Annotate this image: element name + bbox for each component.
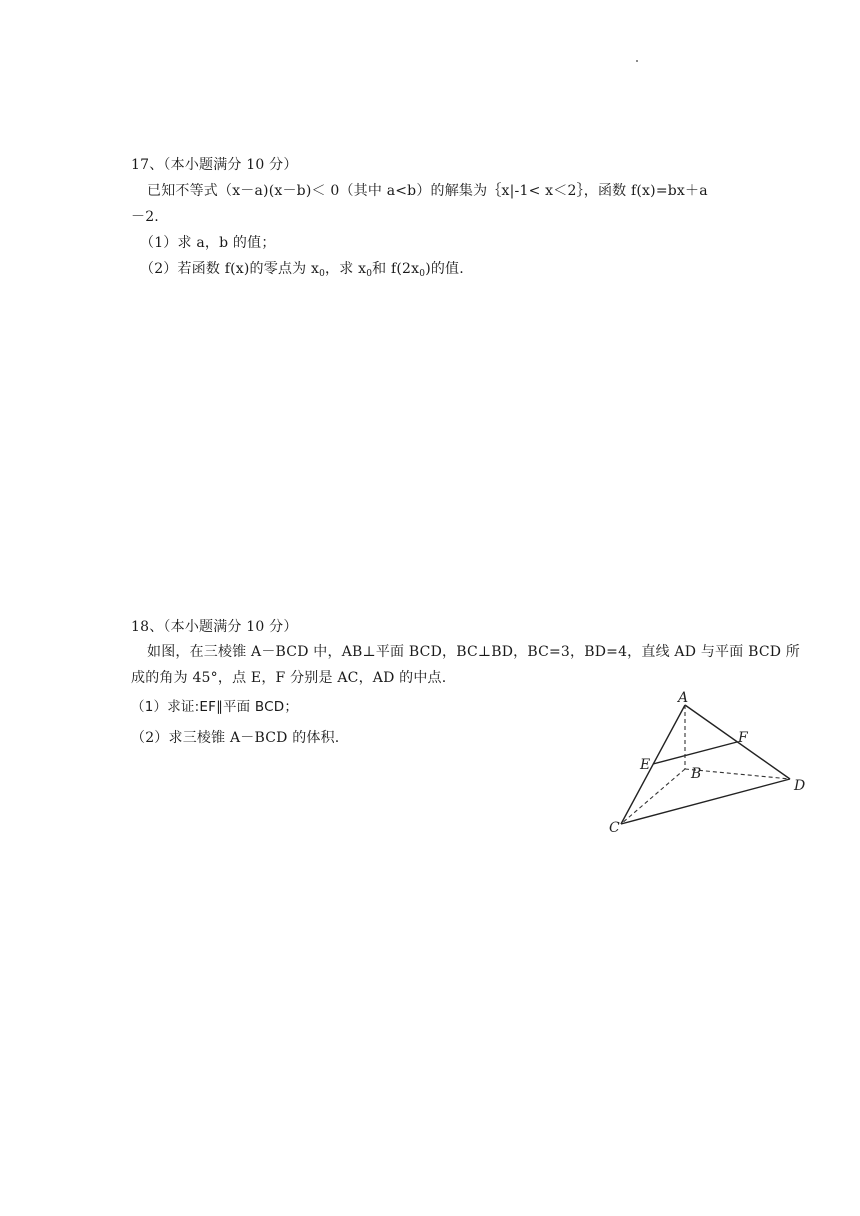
q18-header: 18、（本小题满分 10 分） [131, 619, 298, 635]
q17-part2-text-d: )的值. [425, 261, 464, 277]
q18-part2: （2）求三棱锥 A－BCD 的体积. [131, 730, 340, 746]
q17-part2-sub-c: 0 [419, 269, 426, 279]
label-f: F [738, 730, 748, 746]
q17-part2-sub-a: 0 [319, 269, 326, 279]
segment-ef [653, 742, 737, 764]
q17-part2-text-c: 和 f(2x [372, 261, 420, 277]
q18-stem-line1: 如图，在三棱锥 A－BCD 中，AB⊥平面 BCD，BC⊥BD，BC=3，BD=4，直线 AD 与平面 BCD 所 [147, 644, 800, 660]
q17-part2-text-b: ，求 x [325, 261, 367, 277]
label-e: E [640, 757, 651, 773]
q18-stem-line2: 成的角为 45°，点 E，F 分别是 AC，AD 的中点. [131, 670, 447, 686]
label-d: D [794, 778, 806, 794]
q17-header: 17、（本小题满分 10 分） [131, 157, 298, 173]
label-b: B [691, 766, 702, 782]
q17-part2-sub-b: 0 [366, 269, 373, 279]
label-c: C [609, 820, 620, 836]
q17-part2 [140, 259, 464, 279]
q18-part1: （1）求证:EF∥平面 BCD； [131, 699, 299, 715]
edge-ac [621, 705, 685, 824]
q17-stem-line1: 已知不等式（x－a)(x－b)＜ 0（其中 a<b）的解集为｛x|-1< x＜2｝，函数 f(x)=bx＋a [147, 183, 708, 199]
q17-stem-line2: －2. [131, 209, 159, 225]
label-a: A [678, 690, 689, 706]
pyramid-figure [600, 690, 820, 840]
q17-part2-text-a: （2）若函数 f(x)的零点为 x [140, 261, 320, 277]
q17-part1: （1）求 a，b 的值； [140, 235, 276, 251]
page-mark-dot [636, 60, 638, 62]
